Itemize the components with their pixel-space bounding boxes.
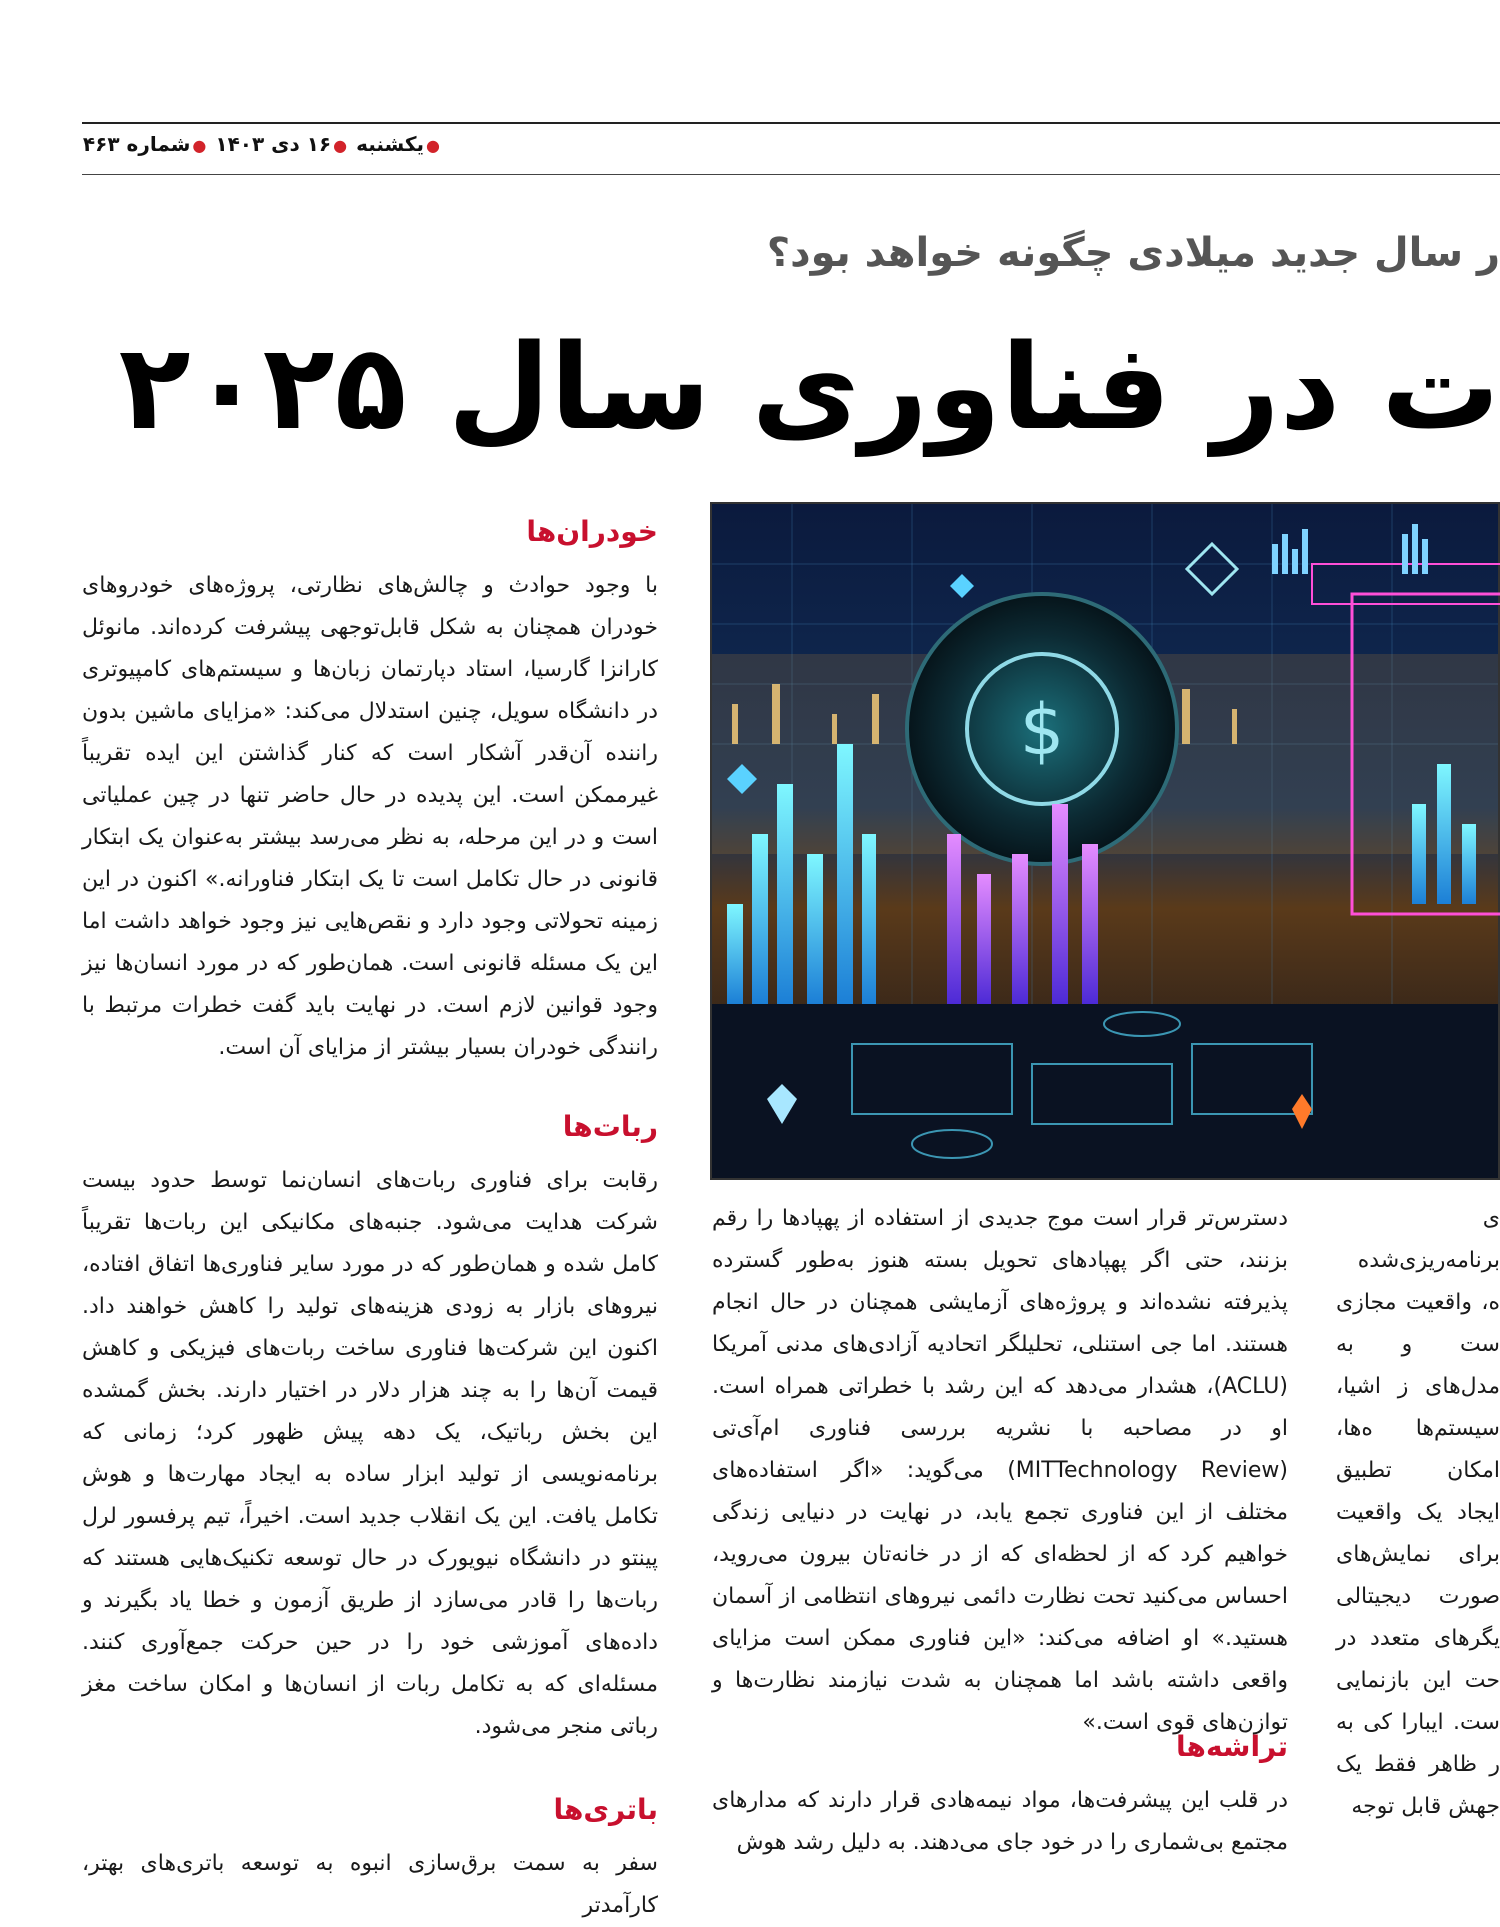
- issue-day: یکشنبه: [356, 132, 425, 156]
- red-dot-icon: ●: [333, 136, 348, 155]
- section-text-autonomous: با وجود حوادث و چالش‌های نظارتی، پروژه‌های خودروهای خودران همچنان به شکل قابل‌توجهی پیشرفت کرده‌اند. مانوئل کارانزا گارسیا، استاد دپارتمان زبان‌ها و سیستم‌های کامپیوتری در دانشگاه سویل، چنین استدلال می‌کند: «مزایای ماشین بدون راننده آن‌قدر آشکار است که کنار گذاشتن این ایده تقریباً غیرممکن است. این پدیده در حال حاضر تنها در چین عملیاتی است و در این مرحله، به نظر می‌رسد بیشتر به‌عنوان یک ابتکار قانونی در حال تکامل است تا یک ابتکار فناورانه.» اکنون در این زمینه تحولاتی وجود دارد و نقص‌هایی نیز وجود خواهد داشت اما این یک مسئله قانونی است. همان‌طور که در مورد انسان‌ها نیز وجود قوانین لازم است. در نهایت باید گفت خطرات مرتبط با رانندگی خودران بسیار بیشتر از مزایای آن است.: [82, 573, 658, 1060]
- article-headline: ت در فناوری سال ۲۰۲۵: [118, 318, 1500, 456]
- header-rule-top: [82, 122, 1500, 124]
- issue-number: شماره ۴۶۳: [82, 132, 191, 156]
- section-text-right-edge: ی برنامه‌ریزی‌شده ه، واقعیت مجازی ست و به مدل‌های ز اشیا، سیستم‌ها ه‌ها، امکان تطبیق ایجاد یک واقعیت برای نمایش‌های صورت دیجیتالی یگرهای متعدد در حت این بازنمایی ست. ایبارا کی به ر ظاهر فقط یک جهش قابل توجه: [1336, 1206, 1500, 1819]
- red-dot-icon: ●: [426, 136, 440, 155]
- section-title-chips: تراشه‌ها: [1176, 1730, 1288, 1763]
- section-title-autonomous: خودران‌ها: [526, 515, 658, 548]
- section-text-batteries: سفر به سمت برق‌سازی انبوه به توسعه باتری‌های بهتر، کارآمدتر: [82, 1851, 658, 1918]
- issue-date: ۱۶ دی ۱۴۰۳: [215, 132, 332, 156]
- issue-line: [82, 132, 442, 162]
- svg-text:$: $: [1019, 689, 1065, 771]
- section-text-robots: رقابت برای فناوری ربات‌های انسان‌نما توسط حدود بیست شرکت هدایت می‌شود. جنبه‌های مکانیکی این ربات‌ها تقریباً کامل شده و همان‌طور که در مورد سایر فناوری‌ها اتفاق افتاده، نیروهای بازار به زودی هزینه‌های تولید را کاهش خواهند داد. اکنون این شرکت‌ها فناوری ساخت ربات‌های فیزیکی و کاهش قیمت آن‌ها را به چند هزار دلار در اختیار دارند. بخش گمشده این بخش رباتیک، یک دهه پیش ظهور کرد؛ زمانی که برنامه‌نویسی از تولید ابزار ساده به ایجاد مهارت‌ها و هوش تکامل یافت. این یک انقلاب جدید است. اخیراً، تیم پرفسور لرل پینتو در دانشگاه نیویورک در حال توسعه تکنیک‌هایی هستند که ربات‌ها را قادر می‌سازد از طریق آزمون و خطا یاد بگیرند و داده‌های آموزشی خود را در حین حرکت جمع‌آوری کنند. مسئله‌ای که به تکامل ربات از انسان‌ها و امکان ساخت مغز رباتی منجر می‌شود.: [82, 1168, 658, 1739]
- section-text-chips: در قلب این پیشرفت‌ها، مواد نیمه‌هادی قرار دارند که مدارهای مجتمع بی‌شماری را در خود جای می‌دهند. به دلیل رشد هوش: [712, 1788, 1288, 1855]
- section-text-drones: دسترس‌تر قرار است موج جدیدی از استفاده از پهپادها را رقم بزنند، حتی اگر پهپادهای تحویل بسته هنوز به‌طور گسترده پذیرفته نشده‌اند و پروژه‌های آزمایشی همچنان در حال انجام هستند. اما جی استنلی، تحلیلگر اتحادیه آزادی‌های مدنی آمریکا (ACLU)، هشدار می‌دهد که این رشد با خطراتی همراه است. او در مصاحبه با نشریه بررسی فناوری ام‌آی‌تی (MITTechnology Review) می‌گوید: «اگر استفاده‌های مختلف از این فناوری تجمع یابد، در نهایت در دنیایی زندگی خواهیم کرد که از لحظه‌ای که از در خانه‌تان بیرون می‌روید، احساس می‌کنید تحت نظارت دائمی نیروهای انتظامی از آسمان هستید.» او اضافه می‌کند: «این فناوری ممکن است مزایای واقعی داشته باشد اما همچنان به شدت نیازمند نظارت‌ها و توازن‌های قوی است.»: [712, 1206, 1288, 1735]
- header-rule-bottom: [82, 174, 1500, 175]
- red-dot-icon: ●: [192, 136, 207, 155]
- article-kicker: ر سال جدید میلادی چگونه خواهد بود؟: [766, 230, 1500, 276]
- hero-image: [710, 502, 1500, 1180]
- tech-city-illustration: [712, 504, 1498, 1178]
- section-title-robots: ربات‌ها: [562, 1110, 658, 1143]
- section-title-batteries: باتری‌ها: [553, 1793, 658, 1826]
